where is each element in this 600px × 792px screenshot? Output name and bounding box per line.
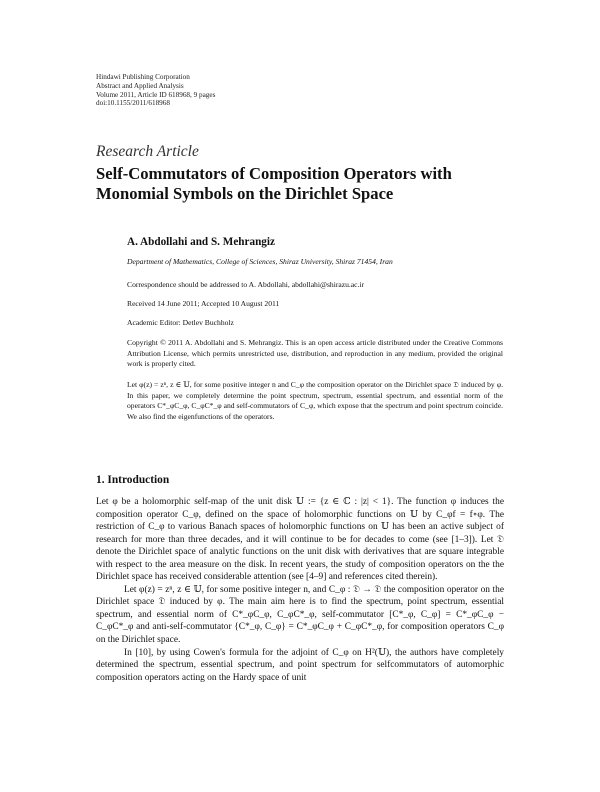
copyright-notice: Copyright © 2011 A. Abdollahi and S. Mehrangiz. This is an open access article distributed under the Creative Commons Attribution License, which permits unrestricted use, distribution, and reproduction in any medium, provided the original work is properly cited. xyxy=(127,338,503,369)
received-dates: Received 14 June 2011; Accepted 10 August 2011 xyxy=(127,299,280,308)
paragraph: Let φ(z) = zⁿ, z ∈ 𝕌, for some positive integer n, and C_φ : 𝔇 → 𝔇 the composition operator on the Dirichlet space 𝔇 induced by φ. The main aim here is to find the spectrum, point spectrum, essential spectrum, and essential norm of C*_φC_φ, C_φC*_φ, self-commutator [C*_φ, C_φ] = C*_φC_φ − C_φC*_φ and anti-self-commutator {C*_φ, C_φ} = C*_φC_φ + C_φC*_φ, for composition operators C_φ on the Dirichlet space. xyxy=(96,584,504,646)
article-title: Self-Commutators of Composition Operators with Monomial Symbols on the Dirichlet Space xyxy=(96,164,452,203)
section-heading: 1. Introduction xyxy=(96,474,170,486)
academic-editor: Academic Editor: Detlev Buchholz xyxy=(127,318,234,327)
paragraph: Let φ be a holomorphic self-map of the unit disk 𝕌 := {z ∈ ℂ : |z| < 1}. The function φ induces the composition operator C_φ, defined on the space of holomorphic functions on 𝕌 by C_φf = f∘φ. The restriction of C_φ to various Banach spaces of holomorphic functions on 𝕌 has been an active subject of research for more than three decades, and it will continue to be for decades to come (see [1–3]). Let 𝔇 denote the Dirichlet space of analytic functions on the unit disk with derivatives that are square integrable with respect to the area measure on the disk. In recent years, the study of composition operators on the the Dirichlet space has received considerable attention (see [4–9] and references cited therein). xyxy=(96,497,504,583)
doi: doi:10.1155/2011/618968 xyxy=(96,99,170,108)
affiliation: Department of Mathematics, College of Sciences, Shiraz University, Shiraz 71454, Iran xyxy=(127,257,393,266)
paragraph: In [10], by using Cowen's formula for the adjoint of C_φ on H²(𝕌), the authors have completely determined the spectrum, essential spectrum, and point spectrum for selfcommutators of automorphic composition operators acting on the Hardy space of unit xyxy=(96,647,504,683)
journal-name: Abstract and Applied Analysis xyxy=(96,81,184,90)
journal-header xyxy=(96,73,215,108)
introduction-body xyxy=(96,496,504,684)
volume-info: Volume 2011, Article ID 618968, 9 pages xyxy=(96,90,216,99)
authors: A. Abdollahi and S. Mehrangiz xyxy=(127,236,275,248)
correspondence: Correspondence should be addressed to A. Abdollahi, abdollahi@shirazu.ac.ir xyxy=(127,280,365,289)
abstract: Let φ(z) = zⁿ, z ∈ 𝕌, for some positive integer n and C_φ the composition operator on the Dirichlet space 𝔇 induced by φ. In this paper, we completely determine the point spectrum, spectrum, essential spectrum, and essential norm of the operators C*_φC_φ, C_φC*_φ and self-commutators of C_φ, which expose that the spectrum and point spectrum coincide. We also find the eigenfunctions of the operators. xyxy=(127,380,503,421)
publisher-name: Hindawi Publishing Corporation xyxy=(96,73,190,81)
article-type: Research Article xyxy=(96,143,199,160)
